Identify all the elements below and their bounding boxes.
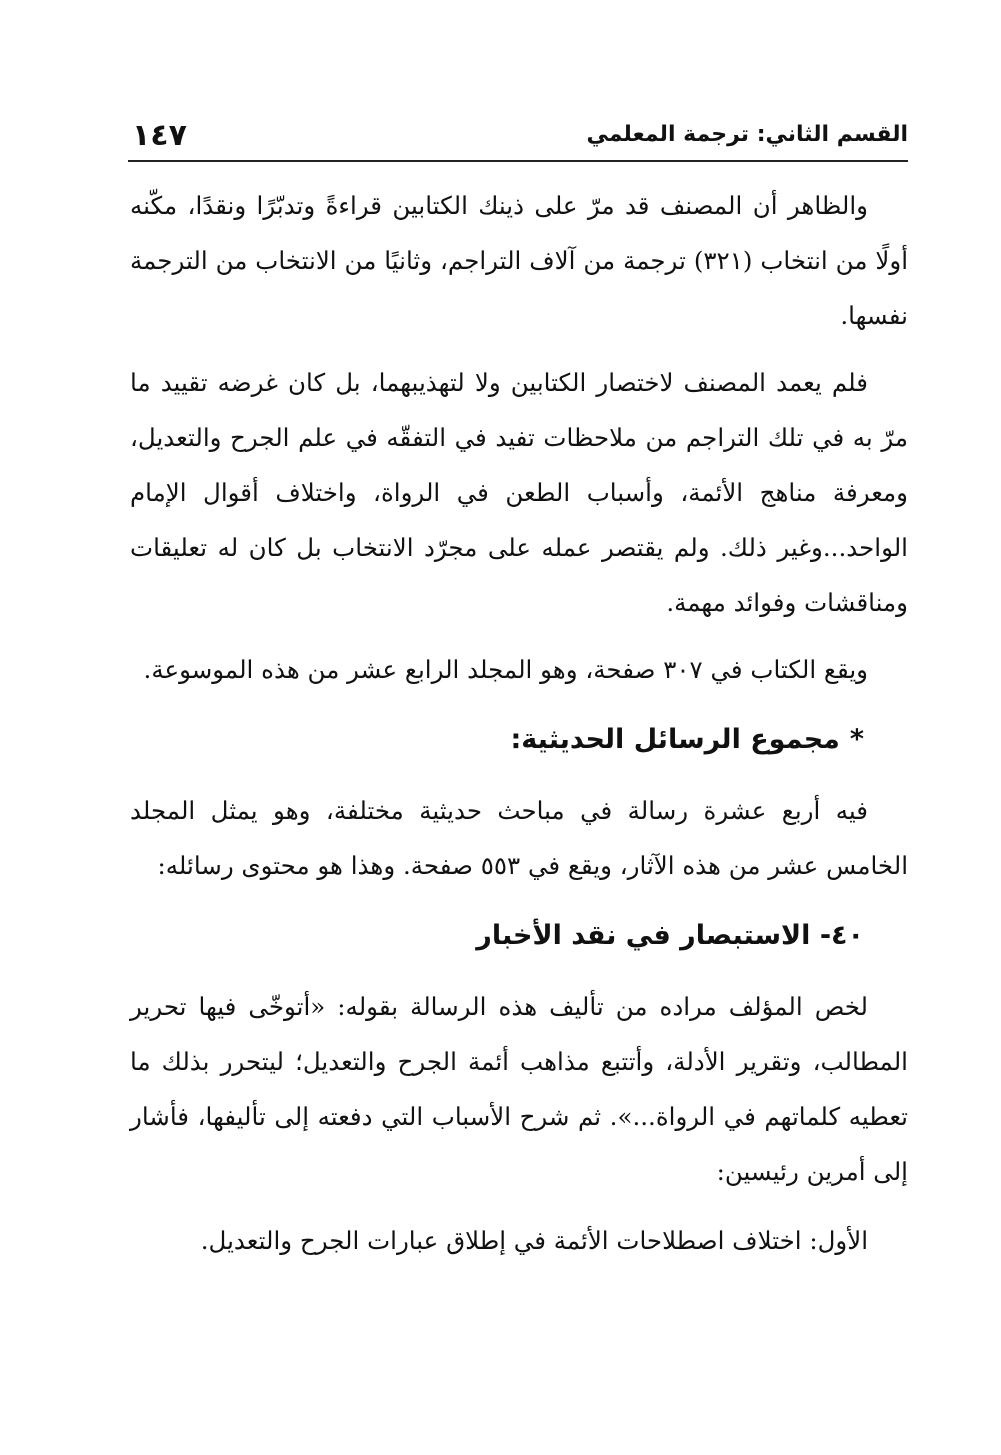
paragraph-6: الأول: اختلاف اصطلاحات الأئمة في إطلاق عبارات الجرح والتعديل. [200, 1226, 868, 1255]
paragraph-4: فيه أربع عشرة رسالة في مباحث حديثية مختلفة، وهو يمثل المجلد الخامس عشر من هذه الآثار، ويقع في ٥٥٣ صفحة. وهذا هو محتوى رسائله: [130, 796, 908, 880]
section-heading [130, 709, 908, 771]
running-header [128, 118, 908, 162]
subsection-heading: ٤٠- الاستبصار في نقد الأخبار [476, 920, 864, 951]
asterisk-icon: * [849, 724, 864, 755]
paragraph-2: فلم يعمد المصنف لاختصار الكتابين ولا لتهذيبهما، بل كان غرضه تقييد ما مرّ به في تلك التراجم من ملاحظات تفيد في التفقّه في علم الجرح والتعديل، ومعرفة مناهج الأئمة، وأسباب الطعن في الرواة، واختلاف أقوال الإمام الواحد...وغير ذلك. ولم يقتصر عمله على مجرّد الانتخاب بل كان له تعليقات ومناقشات وفوائد مهمة. [130, 368, 908, 617]
header-rule [128, 160, 908, 162]
header-title: القسم الثاني: ترجمة المعلمي [586, 122, 908, 147]
page-number: ١٤٧ [132, 118, 187, 153]
section-heading-text: مجموع الرسائل الحديثية: [510, 724, 840, 755]
paragraph-1: والظاهر أن المصنف قد مرّ على ذينك الكتابين قراءةً وتدبّرًا ونقدًا، مكّنه أولًا من انتخاب (٣٢١) ترجمة من آلاف التراجم، وثانيًا من الانتخاب من الترجمة نفسها. [130, 191, 908, 330]
page-body [130, 178, 908, 1268]
paragraph-3: ويقع الكتاب في ٣٠٧ صفحة، وهو المجلد الرابع عشر من هذه الموسوعة. [143, 655, 868, 684]
paragraph-5: لخص المؤلف مراده من تأليف هذه الرسالة بقوله: «أتوخّى فيها تحرير المطالب، وتقرير الأدلة، وأتتبع مذاهب أئمة الجرح والتعديل؛ ليتحرر بذلك ما تعطيه كلماتهم في الرواة...». ثم شرح الأسباب التي دفعته إلى تأليفها، فأشار إلى أمرين رئيسين: [130, 992, 908, 1186]
